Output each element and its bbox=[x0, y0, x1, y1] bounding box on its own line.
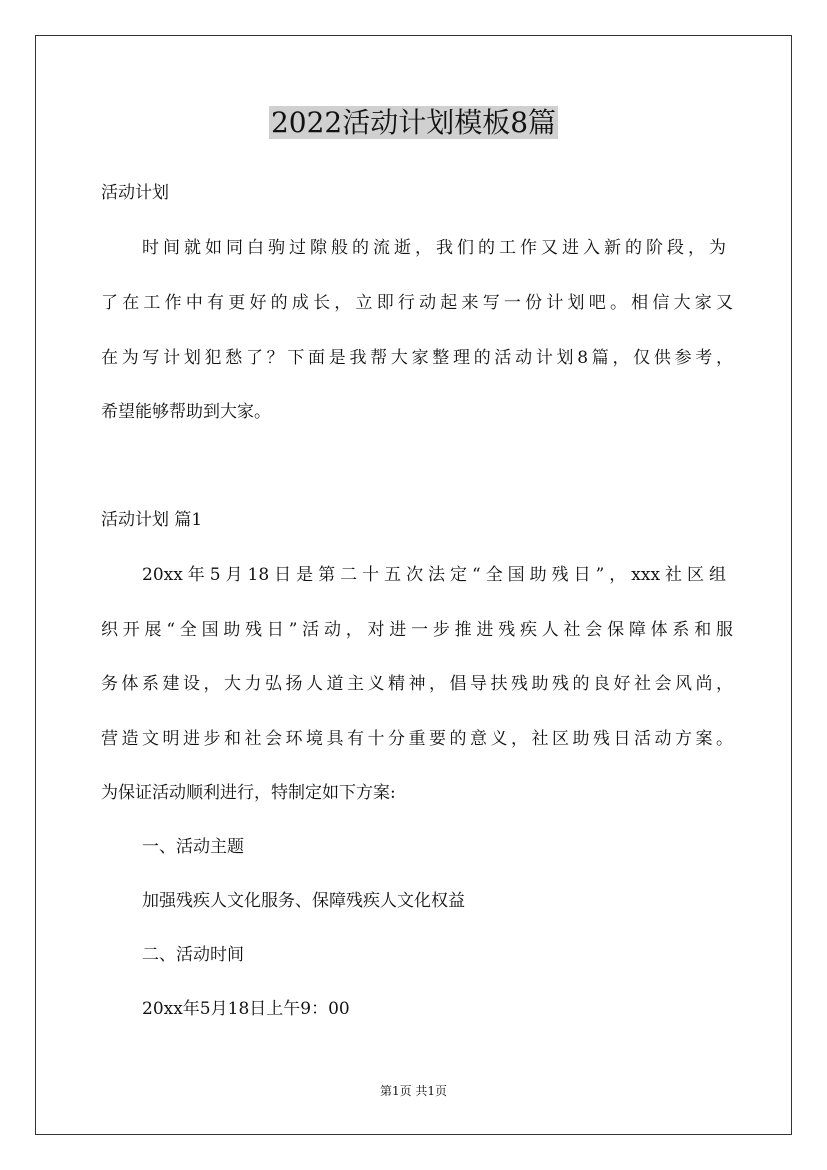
section1-line-4: 营造文明进步和社会环境具有十分重要的意义，社区助残日活动方案。 bbox=[101, 729, 733, 749]
intro-heading: 活动计划 bbox=[101, 183, 169, 203]
section1-line-2: 织开展“全国助残日”活动，对进一步推进残疾人社会保障体系和服 bbox=[101, 620, 733, 640]
item2-text: 20xx年5月18日上午9：00 bbox=[142, 999, 350, 1019]
section1-line-1: 20xx年5月18日是第二十五次法定“全国助残日”，xxx社区组 bbox=[142, 565, 726, 585]
intro-line-4: 希望能够帮助到大家。 bbox=[101, 402, 271, 422]
intro-line-2: 了在工作中有更好的成长，立即行动起来写一份计划吧。相信大家又 bbox=[101, 293, 733, 313]
document-title: 2022活动计划模板8篇 bbox=[270, 106, 557, 139]
intro-line-1: 时间就如同白驹过隙般的流逝，我们的工作又进入新的阶段，为 bbox=[142, 238, 726, 258]
section1-line-5: 为保证活动顺利进行，特制定如下方案: bbox=[101, 783, 396, 803]
page-footer: 第1页 共1页 bbox=[379, 1084, 448, 1098]
item2-heading: 二、活动时间 bbox=[142, 945, 244, 965]
item1-text: 加强残疾人文化服务、保障残疾人文化权益 bbox=[142, 891, 465, 911]
intro-line-3: 在为写计划犯愁了？下面是我帮大家整理的活动计划8篇，仅供参考， bbox=[101, 348, 733, 368]
item1-heading: 一、活动主题 bbox=[142, 837, 244, 857]
section1-heading: 活动计划 篇1 bbox=[101, 510, 203, 530]
section1-line-3: 务体系建设，大力弘扬人道主义精神，倡导扶残助残的良好社会风尚， bbox=[101, 674, 733, 694]
